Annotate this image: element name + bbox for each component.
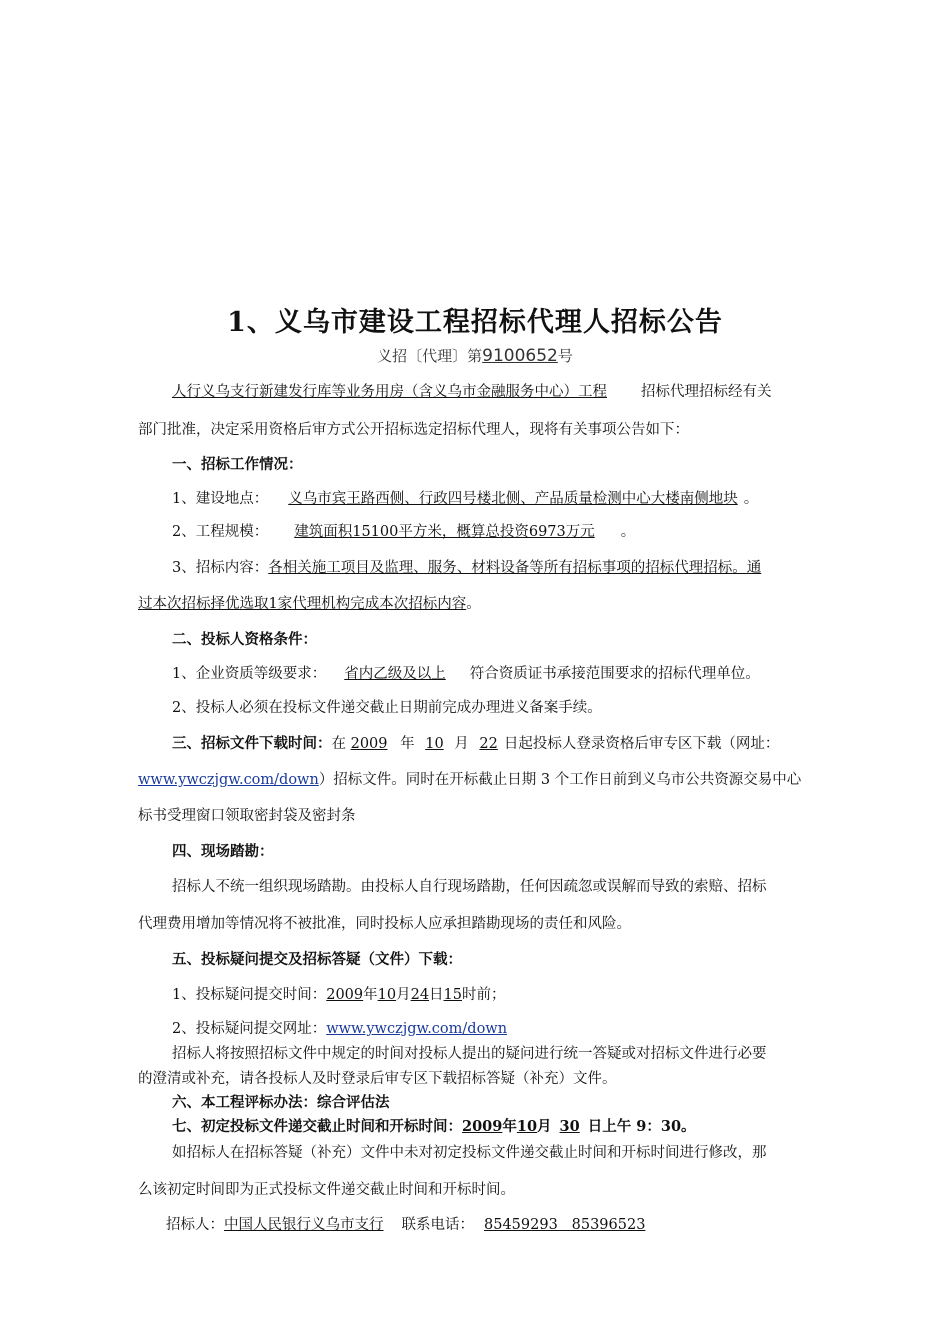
- tenderer-name: 中国人民银行义乌市支行: [224, 1217, 384, 1233]
- section-6: [138, 1093, 894, 1113]
- s5-line-4: 的澄清或补充，请各投标人及时登录后审专区下载招标答疑（补充）文件。: [138, 1071, 617, 1087]
- download-url-link[interactable]: www.ywczjgw.com/down: [138, 772, 319, 788]
- project-name: 人行义乌支行新建发行库等业务用房（含义乌市金融服务中心）工程: [172, 384, 607, 400]
- section-6-heading: 六、本工程评标办法：: [172, 1094, 317, 1111]
- s3-line-1: 三、招标文件下载时间：在 2009 年 10 月 22 日起投标人登录资格后审专区下载（网址：: [172, 735, 780, 752]
- section-7-heading: 七、初定投标文件递交截止时间和开标时间：: [172, 1118, 462, 1135]
- s1-item-2: 2、工程规模： 建筑面积15100平方米，概算总投资6973万元 。: [172, 524, 636, 540]
- intro-line-1: [138, 382, 894, 402]
- contact-phone: 85459293 85396523: [484, 1217, 646, 1233]
- construction-site: 义乌市宾王路西侧、行政四号楼北侧、产品质量检测中心大楼南侧地块: [288, 491, 738, 507]
- s3-line-2: www.ywczjgw.com/down）招标文件。同时在开标截止日期 3 个工作日前到义乌市公共资源交易中心: [138, 772, 802, 788]
- question-url-link[interactable]: www.ywczjgw.com/down: [326, 1021, 508, 1037]
- intro-text-1: 招标代理招标经有关: [641, 384, 772, 400]
- doc-number-value: 9100652: [482, 346, 558, 366]
- s5-item-2: 2、投标疑问提交网址：www.ywczjgw.com/down: [172, 1021, 508, 1037]
- document-number: [0, 345, 950, 366]
- s3-line-3: 标书受理窗口领取密封袋及密封条: [138, 808, 356, 824]
- section-2-heading: 二、投标人资格条件：: [172, 631, 317, 648]
- s5-item-1: 1、投标疑问提交时间：2009年10月24日15时前；: [172, 987, 506, 1003]
- project-scale: 建筑面积15100平方米，概算总投资6973万元: [294, 524, 595, 540]
- s7-line-3: 么该初定时间即为正式投标文件递交截止时间和开标时间。: [138, 1182, 515, 1198]
- s2-item-2: 2、投标人必须在投标文件递交截止日期前完成办理进义备案手续。: [172, 700, 602, 716]
- section-3-heading: 三、招标文件下载时间：: [172, 735, 332, 752]
- doc-number-prefix: 义招〔代理〕第: [377, 347, 483, 365]
- s4-line-2: 代理费用增加等情况将不被批准，同时投标人应承担踏勘现场的责任和风险。: [138, 916, 631, 932]
- section-4-heading: 四、现场踏勘：: [172, 843, 274, 860]
- section-5-heading: 五、投标疑问提交及招标答疑（文件）下载：: [172, 951, 462, 968]
- s5-line-3: 招标人将按照招标文件中规定的时间对投标人提出的疑问进行统一答疑或对招标文件进行必要: [172, 1046, 767, 1062]
- qualification-level: 省内乙级及以上: [344, 666, 446, 682]
- s2-item-1: 1、企业资质等级要求： 省内乙级及以上 符合资质证书承接范围要求的招标代理单位。: [172, 666, 760, 682]
- s1-item-3-line-2: 过本次招标择优选取1家代理机构完成本次招标内容。: [138, 596, 481, 612]
- section-7: 七、初定投标文件递交截止时间和开标时间：2009年10月 30 日上午 9：30。: [172, 1118, 696, 1135]
- s4-line-1: 招标人不统一组织现场踏勘。由投标人自行现场踏勘，任何因疏忽或误解而导致的索赔、招标: [172, 879, 767, 895]
- tender-content: 各相关施工项目及监理、服务、材料设备等所有招标事项的招标代理招标。通: [268, 560, 762, 576]
- document-title: 1、义乌市建设工程招标代理人招标公告: [227, 307, 723, 338]
- s1-item-3-line-1: 3、招标内容：各相关施工项目及监理、服务、材料设备等所有招标事项的招标代理招标。通: [172, 560, 762, 576]
- evaluation-method: 综合评估法: [317, 1094, 390, 1111]
- s1-item-1: 1、建设地点： 义乌市宾王路西侧、行政四号楼北侧、产品质量检测中心大楼南侧地块 。: [172, 491, 759, 507]
- footer-contact: 招标人：中国人民银行义乌市支行 联系电话： 85459293 85396523: [166, 1217, 646, 1233]
- intro-line-2: 部门批准，决定采用资格后审方式公开招标选定招标代理人，现将有关事项公告如下：: [138, 422, 689, 438]
- s7-line-2: 如招标人在招标答疑（补充）文件中未对初定投标文件递交截止时间和开标时间进行修改，那: [172, 1145, 767, 1161]
- section-1-heading: 一、招标工作情况：: [172, 456, 303, 473]
- doc-number-suffix: 号: [557, 347, 573, 365]
